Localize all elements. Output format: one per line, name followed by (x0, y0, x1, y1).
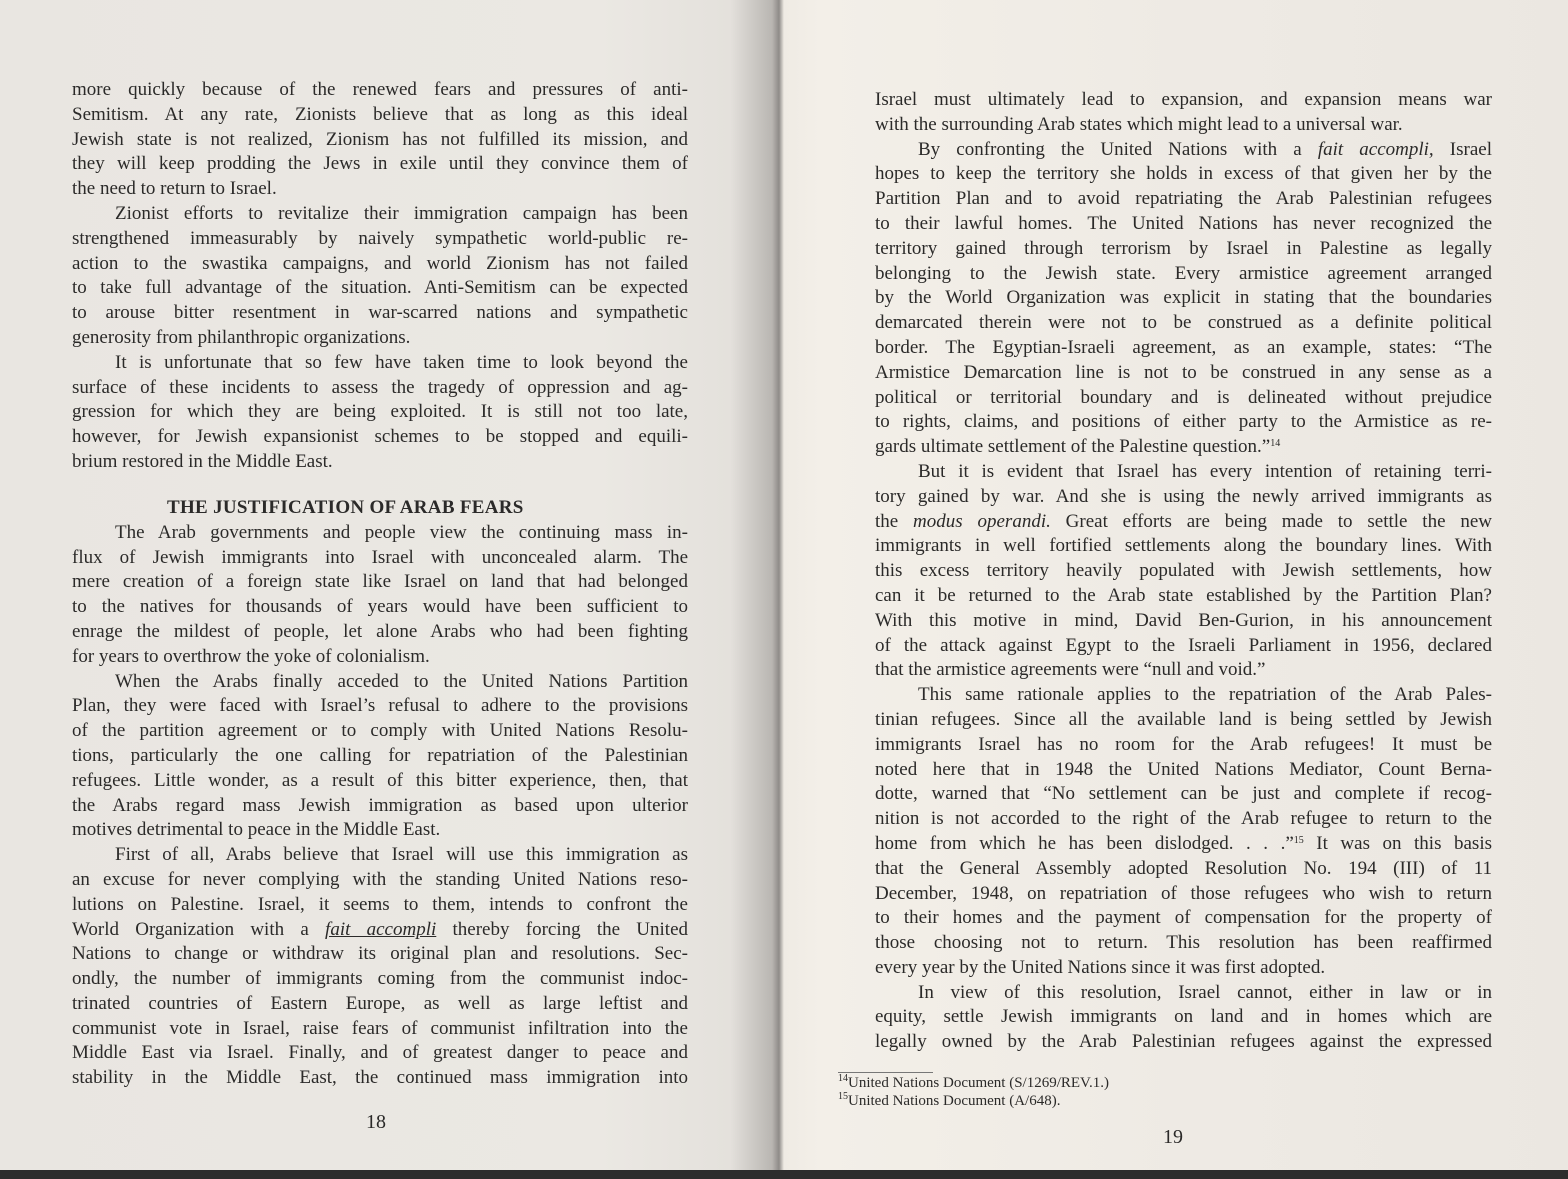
footnote-text: United Nations Document (A/648). (848, 1093, 1061, 1109)
text-line: dotte, warned that “No settlement can be just and complete if recog- (875, 783, 1492, 805)
text-line: to their lawful homes. The United Nations has never recognized the (875, 212, 1492, 234)
text-span: By confronting the United Nations with a (918, 138, 1318, 160)
text-line: trinated countries of Eastern Europe, as well as large leftist and (72, 992, 688, 1014)
text-line: the Arabs regard mass Jewish immigration as based upon ulterior (72, 794, 688, 816)
paragraph (72, 351, 688, 475)
right-page (875, 88, 1492, 1055)
footnote-14 (838, 1074, 1109, 1092)
text-line: But it is evident that Israel has every intention of retaining terri- (918, 460, 1492, 482)
paragraph (875, 138, 1492, 460)
text-line: they will keep prodding the Jews in exile until they convince them of (72, 153, 688, 175)
text-line: gression for which they are being exploited. It is still not too late, (72, 401, 688, 423)
text-line: those choosing not to return. This resolution has been reaffirmed (875, 932, 1492, 954)
text-line: to arouse bitter resentment in war-scarred nations and sympathetic (72, 302, 688, 324)
text-line: belonging to the Jewish state. Every armistice agreement arranged (875, 262, 1492, 284)
text-line: The Arab governments and people view the continuing mass in- (115, 521, 688, 543)
text-line (875, 510, 1492, 535)
text-line: an excuse for never complying with the standing United Nations reso- (72, 868, 688, 890)
text-line: the need to return to Israel. (72, 178, 277, 200)
text-line: to rights, claims, and positions of either party to the Armistice as re- (875, 411, 1492, 433)
text-line: lutions on Palestine. Israel, it seems to them, intends to confront the (72, 893, 688, 915)
text-line: mere creation of a foreign state like Israel on land that had belonged (72, 571, 688, 593)
text-line: equity, settle Jewish immigrants on land and in homes which are (875, 1006, 1492, 1028)
text-line: territory gained through terrorism by Israel in Palestine as legally (875, 237, 1492, 259)
paragraph (875, 683, 1492, 981)
text-line: every year by the United Nations since it was first adopted. (875, 956, 1326, 978)
text-line: legally owned by the Arab Palestinian refugees against the expressed (875, 1031, 1492, 1053)
text-line: demarcated therein were not to be construed as a definite political (875, 312, 1492, 334)
text-line: border. The Egyptian-Israeli agreement, as an example, states: “The (875, 336, 1492, 358)
text-span: Great efforts are being made to settle the new (1050, 510, 1492, 532)
text-line: to the natives for thousands of years would have been sufficient to (72, 596, 688, 618)
text-line: With this motive in mind, David Ben-Gurion, in his announcement (875, 609, 1492, 631)
italic-text: fait accompli (325, 918, 437, 940)
text-line: this excess territory heavily populated with Jewish settlements, how (875, 560, 1492, 582)
text-line (875, 832, 1492, 857)
text-line: enrage the mildest of people, let alone Arabs who had been fighting (72, 620, 688, 642)
paragraph (72, 843, 688, 1091)
paragraph (72, 521, 688, 670)
text-line: stability in the Middle East, the continued mass immigration into (72, 1067, 688, 1089)
text-line: Middle East via Israel. Finally, and of greatest danger to peace and (72, 1042, 688, 1064)
text-line: noted here that in 1948 the United Nations Mediator, Count Berna- (875, 758, 1492, 780)
left-page (72, 78, 688, 1091)
text-line: First of all, Arabs believe that Israel will use this immigration as (115, 844, 688, 866)
text-line: for years to overthrow the yoke of colonialism. (72, 645, 430, 667)
text-line: political or territorial boundary and is delineated without prejudice (875, 386, 1492, 408)
text-span: It was on this basis (1303, 832, 1492, 854)
text-line: with the surrounding Arab states which might lead to a universal war. (875, 113, 1403, 135)
paragraph (875, 981, 1492, 1055)
text-line: Nations to change or withdraw its original plan and resolutions. Sec- (72, 943, 688, 965)
text-line: by the World Organization was explicit in stating that the boundaries (875, 287, 1492, 309)
paragraph (875, 88, 1492, 138)
footnote-text: United Nations Document (S/1269/REV.1.) (848, 1075, 1109, 1091)
text-line: In view of this resolution, Israel cannot, either in law or in (918, 981, 1492, 1003)
text-line: that the armistice agreements were “null and void.” (875, 659, 1266, 681)
text-line: It is unfortunate that so few have taken time to look beyond the (115, 351, 688, 373)
text-span: gards ultimate settlement of the Palestine question.” (875, 436, 1271, 458)
footnote-ref: 15 (1293, 834, 1304, 846)
text-span: World Organization with a (72, 918, 326, 940)
footnote-number: 15 (838, 1091, 848, 1102)
text-line: can it be returned to the Arab state established by the Partition Plan? (875, 584, 1492, 606)
text-line (875, 435, 1492, 460)
text-line: immigrants in well fortified settlements along the boundary lines. With (875, 535, 1492, 557)
text-line: When the Arabs finally acceded to the United Nations Partition (115, 670, 688, 692)
text-line: Partition Plan and to avoid repatriating the Arab Palestinian refugees (875, 188, 1492, 210)
scan-bottom-edge (0, 1170, 1568, 1179)
text-line: more quickly because of the renewed fears and pressures of anti- (72, 79, 688, 100)
text-line: nition is not accorded to the right of the Arab refugee to return to the (875, 808, 1492, 830)
section-heading: THE JUSTIFICATION OF ARAB FEARS (167, 496, 524, 518)
text-line: tory gained by war. And she is using the newly arrived immigrants as (875, 485, 1492, 507)
text-line: brium restored in the Middle East. (72, 450, 333, 472)
italic-text: modus operandi. (913, 510, 1051, 532)
paragraph (72, 78, 688, 202)
text-line: refugees. Little wonder, as a result of this bitter experience, then, that (72, 769, 688, 791)
text-line: motives detrimental to peace in the Middle East. (72, 819, 441, 841)
text-line: of the attack against Egypt to the Israeli Parliament in 1956, declared (875, 634, 1492, 656)
text-line: strengthened immeasurably by naively sympathetic world-public re- (72, 227, 688, 249)
text-line: Israel must ultimately lead to expansion, and expansion means war (875, 89, 1492, 110)
text-line: This same rationale applies to the repatriation of the Arab Pales- (918, 684, 1492, 706)
page-number-right: 19 (1163, 1126, 1183, 1148)
text-line: of the partition agreement or to comply with United Nations Resolu- (72, 720, 688, 742)
text-line: action to the swastika campaigns, and world Zionism has not failed (72, 252, 688, 274)
text-line: to their homes and the payment of compensation for the property of (875, 907, 1492, 929)
text-line: flux of Jewish immigrants into Israel with unconcealed alarm. The (72, 546, 688, 568)
text-line: tions, particularly the one calling for repatriation of the Palestinian (72, 744, 688, 766)
paragraph (72, 670, 688, 844)
text-span: Israel (1433, 138, 1492, 160)
text-line: Plan, they were faced with Israel’s refusal to adhere to the provisions (72, 695, 688, 717)
paragraph (72, 202, 688, 351)
text-line (875, 138, 1492, 163)
text-line: Semitism. At any rate, Zionists believe that as long as this ideal (72, 103, 688, 125)
footnotes (838, 1074, 1109, 1110)
text-line: ondly, the number of immigrants coming from the communist indoc- (72, 968, 688, 990)
page-number-left: 18 (366, 1111, 386, 1133)
text-line (72, 918, 688, 943)
paragraph (875, 460, 1492, 683)
text-span: the (875, 510, 914, 532)
text-line: however, for Jewish expansionist schemes to be stopped and equili- (72, 426, 688, 448)
footnote-ref: 14 (1270, 438, 1281, 450)
text-line: communist vote in Israel, raise fears of communist infiltration into the (72, 1017, 688, 1039)
italic-text: fait accompli, (1317, 138, 1434, 160)
text-line: immigrants Israel has no room for the Arab refugees! It must be (875, 733, 1492, 755)
footnote-divider (838, 1072, 933, 1073)
text-line: Zionist efforts to revitalize their immigration campaign has been (115, 202, 688, 224)
text-line: surface of these incidents to assess the tragedy of oppression and ag- (72, 376, 688, 398)
text-span: thereby forcing the United (436, 918, 689, 940)
text-span: home from which he has been dislodged. . . .” (875, 832, 1294, 854)
text-line: generosity from philanthropic organizations. (72, 326, 411, 348)
footnote-number: 14 (838, 1073, 848, 1084)
text-line: tinian refugees. Since all the available land is being settled by Jewish (875, 708, 1492, 730)
text-line: to take full advantage of the situation. Anti-Semitism can be expected (72, 277, 688, 299)
text-line: hopes to keep the territory she holds in excess of that given her by the (875, 163, 1492, 185)
text-line: that the General Assembly adopted Resolution No. 194 (III) of 11 (875, 857, 1492, 879)
text-line: Jewish state is not realized, Zionism has not fulfilled its mission, and (72, 128, 688, 150)
footnote-15 (838, 1092, 1109, 1110)
text-line: Armistice Demarcation line is not to be construed in any sense as a (875, 361, 1492, 383)
text-line: December, 1948, on repatriation of those refugees who wish to return (875, 882, 1492, 904)
